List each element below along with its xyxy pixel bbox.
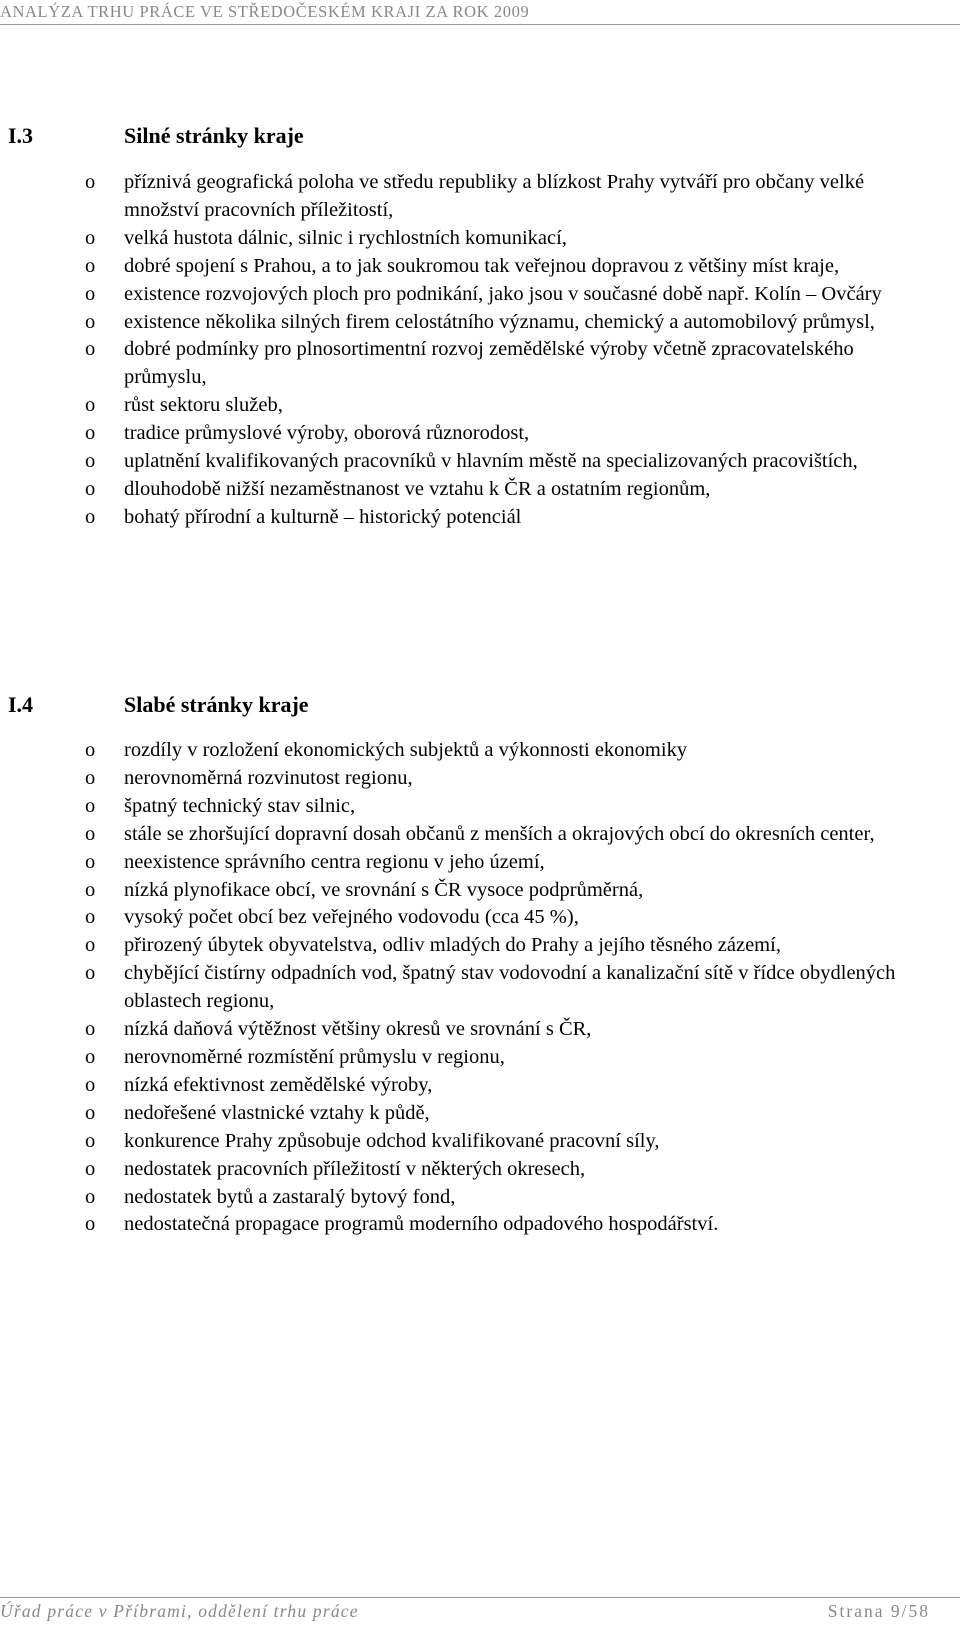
bullet-icon: o: [85, 282, 96, 305]
bullet-icon: o: [85, 1045, 96, 1068]
list-item: [0, 1100, 924, 1128]
list-item-text: nedostatek bytů a zastaralý bytový fond,: [124, 1185, 456, 1208]
list-item-text: růst sektoru služeb,: [124, 394, 283, 417]
bullet-icon: o: [85, 906, 96, 929]
list-item-text: nízká plynofikace obcí, ve srovnání s ČR vysoce podprůměrná,: [124, 878, 644, 901]
list-item-text: nedostatek pracovních příležitostí v některých okresech,: [124, 1157, 586, 1180]
list-item-text: velká hustota dálnic, silnic i rychlostních komunikací,: [124, 226, 567, 249]
list-item: [0, 765, 924, 793]
bullet-icon: o: [85, 450, 96, 473]
list-item-text: chybějící čistírny odpadních vod, špatný stav vodovodní a kanalizační sítě v řídce obydlených oblastech regionu,: [124, 962, 896, 1013]
bullet-icon: o: [85, 505, 96, 528]
strengths-list: [0, 169, 940, 532]
section-number: I.4: [8, 692, 34, 717]
bullet-icon: o: [85, 1157, 96, 1180]
list-item-text: špatný technický stav silnic,: [124, 794, 356, 817]
bullet-icon: o: [85, 1018, 96, 1041]
list-item: [0, 932, 924, 960]
list-item-text: stále se zhoršující dopravní dosah občanů z menších a okrajových obcí do okresních center,: [124, 822, 875, 845]
list-item-text: nerovnoměrná rozvinutost regionu,: [124, 766, 413, 789]
list-item: [0, 1044, 924, 1072]
list-item-text: dobré spojení s Prahou, a to jak soukromou tak veřejnou dopravou z většiny míst kraje,: [124, 254, 840, 277]
bullet-icon: o: [85, 171, 96, 193]
list-item: [0, 1016, 924, 1044]
bullet-icon: o: [85, 338, 96, 361]
list-item-text: přirozený úbytek obyvatelstva, odliv mladých do Prahy a jejího těsného zázemí,: [124, 934, 781, 957]
bullet-icon: o: [85, 1213, 96, 1236]
list-item-text: vysoký počet obcí bez veřejného vodovodu (cca 45 %),: [124, 906, 579, 929]
list-item-text: existence několika silných firem celostátního významu, chemický a automobilový průmysl,: [124, 310, 875, 333]
list-item-text: dlouhodobě nižší nezaměstnanost ve vztahu k ČR a ostatním regionům,: [124, 477, 711, 500]
section-title: Slabé stránky kraje: [124, 692, 309, 717]
list-item: [0, 849, 924, 877]
list-item-text: rozdíly v rozložení ekonomických subjektů a výkonnosti ekonomiky: [124, 739, 688, 761]
list-item-text: příznivá geografická poloha ve středu republiky a blízkost Prahy vytváří pro občany velké množství pracovních příležitostí,: [124, 171, 865, 221]
bullet-icon: o: [85, 394, 96, 417]
list-item: [0, 169, 924, 225]
list-item: [0, 877, 924, 905]
bullet-icon: o: [85, 850, 96, 873]
footer-page-number: Strana 9/58: [827, 1601, 930, 1621]
list-item: [0, 225, 924, 253]
bullet-icon: o: [85, 1073, 96, 1096]
bullet-icon: o: [85, 1101, 96, 1124]
list-item: [0, 504, 924, 532]
footer-office: Úřad práce v Příbrami, oddělení trhu práce: [0, 1601, 359, 1621]
list-item: [0, 336, 924, 392]
list-item: [0, 448, 924, 476]
bullet-icon: o: [85, 962, 96, 985]
list-item-text: dobré podmínky pro plnosortimentní rozvoj zemědělské výroby včetně zpracovatelského průmyslu,: [124, 338, 854, 389]
bullet-icon: o: [85, 254, 96, 277]
list-item-text: bohatý přírodní a kulturně – historický potenciál: [124, 505, 522, 528]
bullet-icon: o: [85, 1129, 96, 1152]
bullet-icon: o: [85, 226, 96, 249]
bullet-icon: o: [85, 934, 96, 957]
list-item: [0, 420, 924, 448]
list-item-text: neexistence správního centra regionu v jeho území,: [124, 850, 545, 873]
list-item: [0, 904, 924, 932]
list-item-text: uplatnění kvalifikovaných pracovníků v hlavním městě na specializovaných pracovištích,: [124, 450, 858, 473]
bullet-icon: o: [85, 310, 96, 333]
list-item: [0, 281, 924, 309]
list-item-text: konkurence Prahy způsobuje odchod kvalifikované pracovní síly,: [124, 1129, 660, 1152]
list-item: [0, 960, 924, 1016]
list-item-text: nízká daňová výtěžnost většiny okresů ve srovnání s ČR,: [124, 1018, 592, 1041]
list-item-text: nedořešené vlastnické vztahy k půdě,: [124, 1101, 430, 1124]
bullet-icon: o: [85, 766, 96, 789]
footer-rule: [0, 1597, 960, 1598]
list-item-text: nedostatečná propagace programů moderního odpadového hospodářství.: [124, 1213, 719, 1236]
bullet-icon: o: [85, 739, 96, 761]
bullet-icon: o: [85, 794, 96, 817]
bullet-icon: o: [85, 822, 96, 845]
list-item: [0, 737, 924, 765]
list-item-text: tradice průmyslové výroby, oborová různorodost,: [124, 422, 530, 445]
list-item: [0, 821, 924, 849]
list-item: [0, 309, 924, 337]
bullet-icon: o: [85, 477, 96, 500]
list-item: [0, 793, 924, 821]
list-item: [0, 1072, 924, 1100]
list-item-text: nízká efektivnost zemědělské výroby,: [124, 1073, 433, 1096]
weaknesses-list: [0, 737, 940, 1239]
list-item: [0, 392, 924, 420]
list-item-text: existence rozvojových ploch pro podnikání, jako jsou v současné době např. Kolín – Ovčáry: [124, 282, 882, 305]
header-rule: [0, 24, 960, 25]
list-item: [0, 476, 924, 504]
bullet-icon: o: [85, 422, 96, 445]
list-item: [0, 253, 924, 281]
list-item: [0, 1211, 924, 1239]
bullet-icon: o: [85, 878, 96, 901]
bullet-icon: o: [85, 1185, 96, 1208]
section-title: Silné stránky kraje: [124, 123, 304, 148]
list-item: [0, 1156, 924, 1184]
list-item-text: nerovnoměrné rozmístění průmyslu v regionu,: [124, 1045, 505, 1068]
list-item: [0, 1128, 924, 1156]
running-header: ANALÝZA TRHU PRÁCE VE STŘEDOČESKÉM KRAJI ZA ROK 2009: [0, 2, 530, 21]
section-number: I.3: [8, 123, 34, 148]
list-item: [0, 1184, 924, 1212]
